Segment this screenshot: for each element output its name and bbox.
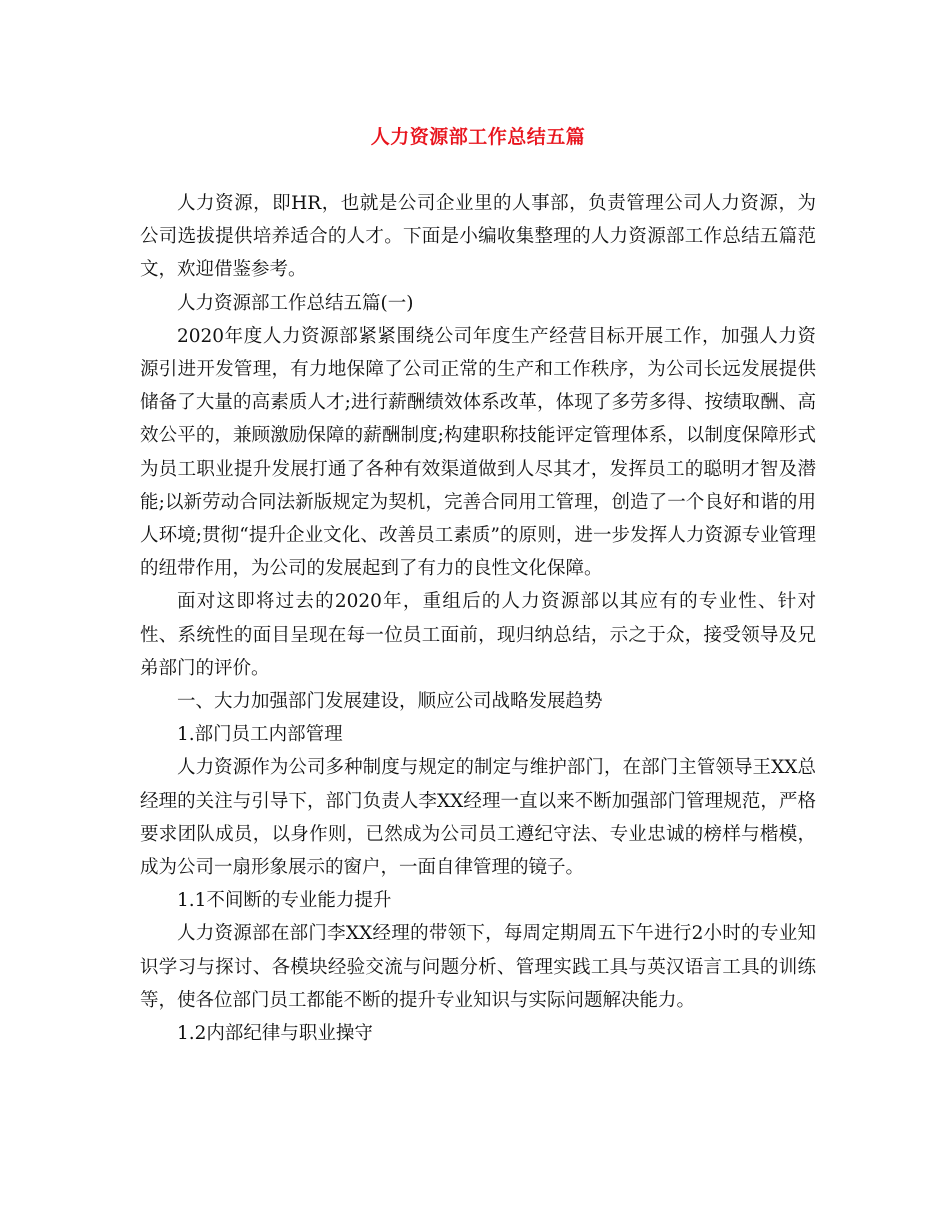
paragraph-ability-improvement: 人力资源部在部门李XX经理的带领下，每周定期周五下午进行2小时的专业知识学习与探讨、各模块经验交流与问题分析、管理实践工具与英汉语言工具的训练等，使各位部门员工都能不断的提升专业知识与实际问题解决能力。 (140, 923, 816, 1011)
paragraph-year-review: 面对这即将过去的2020年，重组后的人力资源部以其应有的专业性、针对性、系统性的面目呈现在每一位员工面前，现归纳总结，示之于众，接受领导及兄弟部门的评价。 (140, 591, 816, 679)
document-body (140, 187, 816, 1050)
section-heading-department-building: 一、大力加强部门发展建设，顺应公司战略发展趋势 (177, 691, 603, 713)
paragraph-annual-overview: 2020年度人力资源部紧紧围绕公司年度生产经营目标开展工作，加强人力资源引进开发管理，有力地保障了公司正常的生产和工作秩序，为公司长远发展提供储备了大量的高素质人才;进行薪酬绩效体系改革，体现了多劳多得、按绩取酬、高效公平的，兼顾激励保障的薪酬制度;构建职称技能评定管理体系，以制度保障形式为员工职业提升发展打通了各种有效渠道做到人尽其才，发挥员工的聪明才智及潜能;以新劳动合同法新版规定为契机，完善合同用工管理，创造了一个良好和谐的用人环境;贯彻“提升企业文化、改善员工素质”的原则，进一步发挥人力资源专业管理的纽带作用，为公司的发展起到了有力的良性文化保障。 (140, 325, 816, 580)
subheading-discipline-ethics: 1.2内部纪律与职业操守 (177, 1023, 373, 1045)
document-title: 人力资源部工作总结五篇 (370, 126, 586, 148)
subheading-internal-management: 1.部门员工内部管理 (177, 724, 343, 746)
subheading-ability-improvement: 1.1不间断的专业能力提升 (177, 890, 392, 912)
section-heading-part-one: 人力资源部工作总结五篇(一) (177, 292, 414, 314)
paragraph-intro: 人力资源，即HR，也就是公司企业里的人事部，负责管理公司人力资源，为公司选拔提供培养适合的人才。下面是小编收集整理的人力资源部工作总结五篇范文，欢迎借鉴参考。 (140, 193, 816, 281)
paragraph-internal-management: 人力资源作为公司多种制度与规定的制定与维护部门，在部门主管领导王XX总经理的关注与引导下，部门负责人李XX经理一直以来不断加强部门管理规范，严格要求团队成员，以身作则，已然成为公司员工遵纪守法、专业忠诚的榜样与楷模，成为公司一扇形象展示的窗户，一面自律管理的镜子。 (140, 757, 816, 879)
